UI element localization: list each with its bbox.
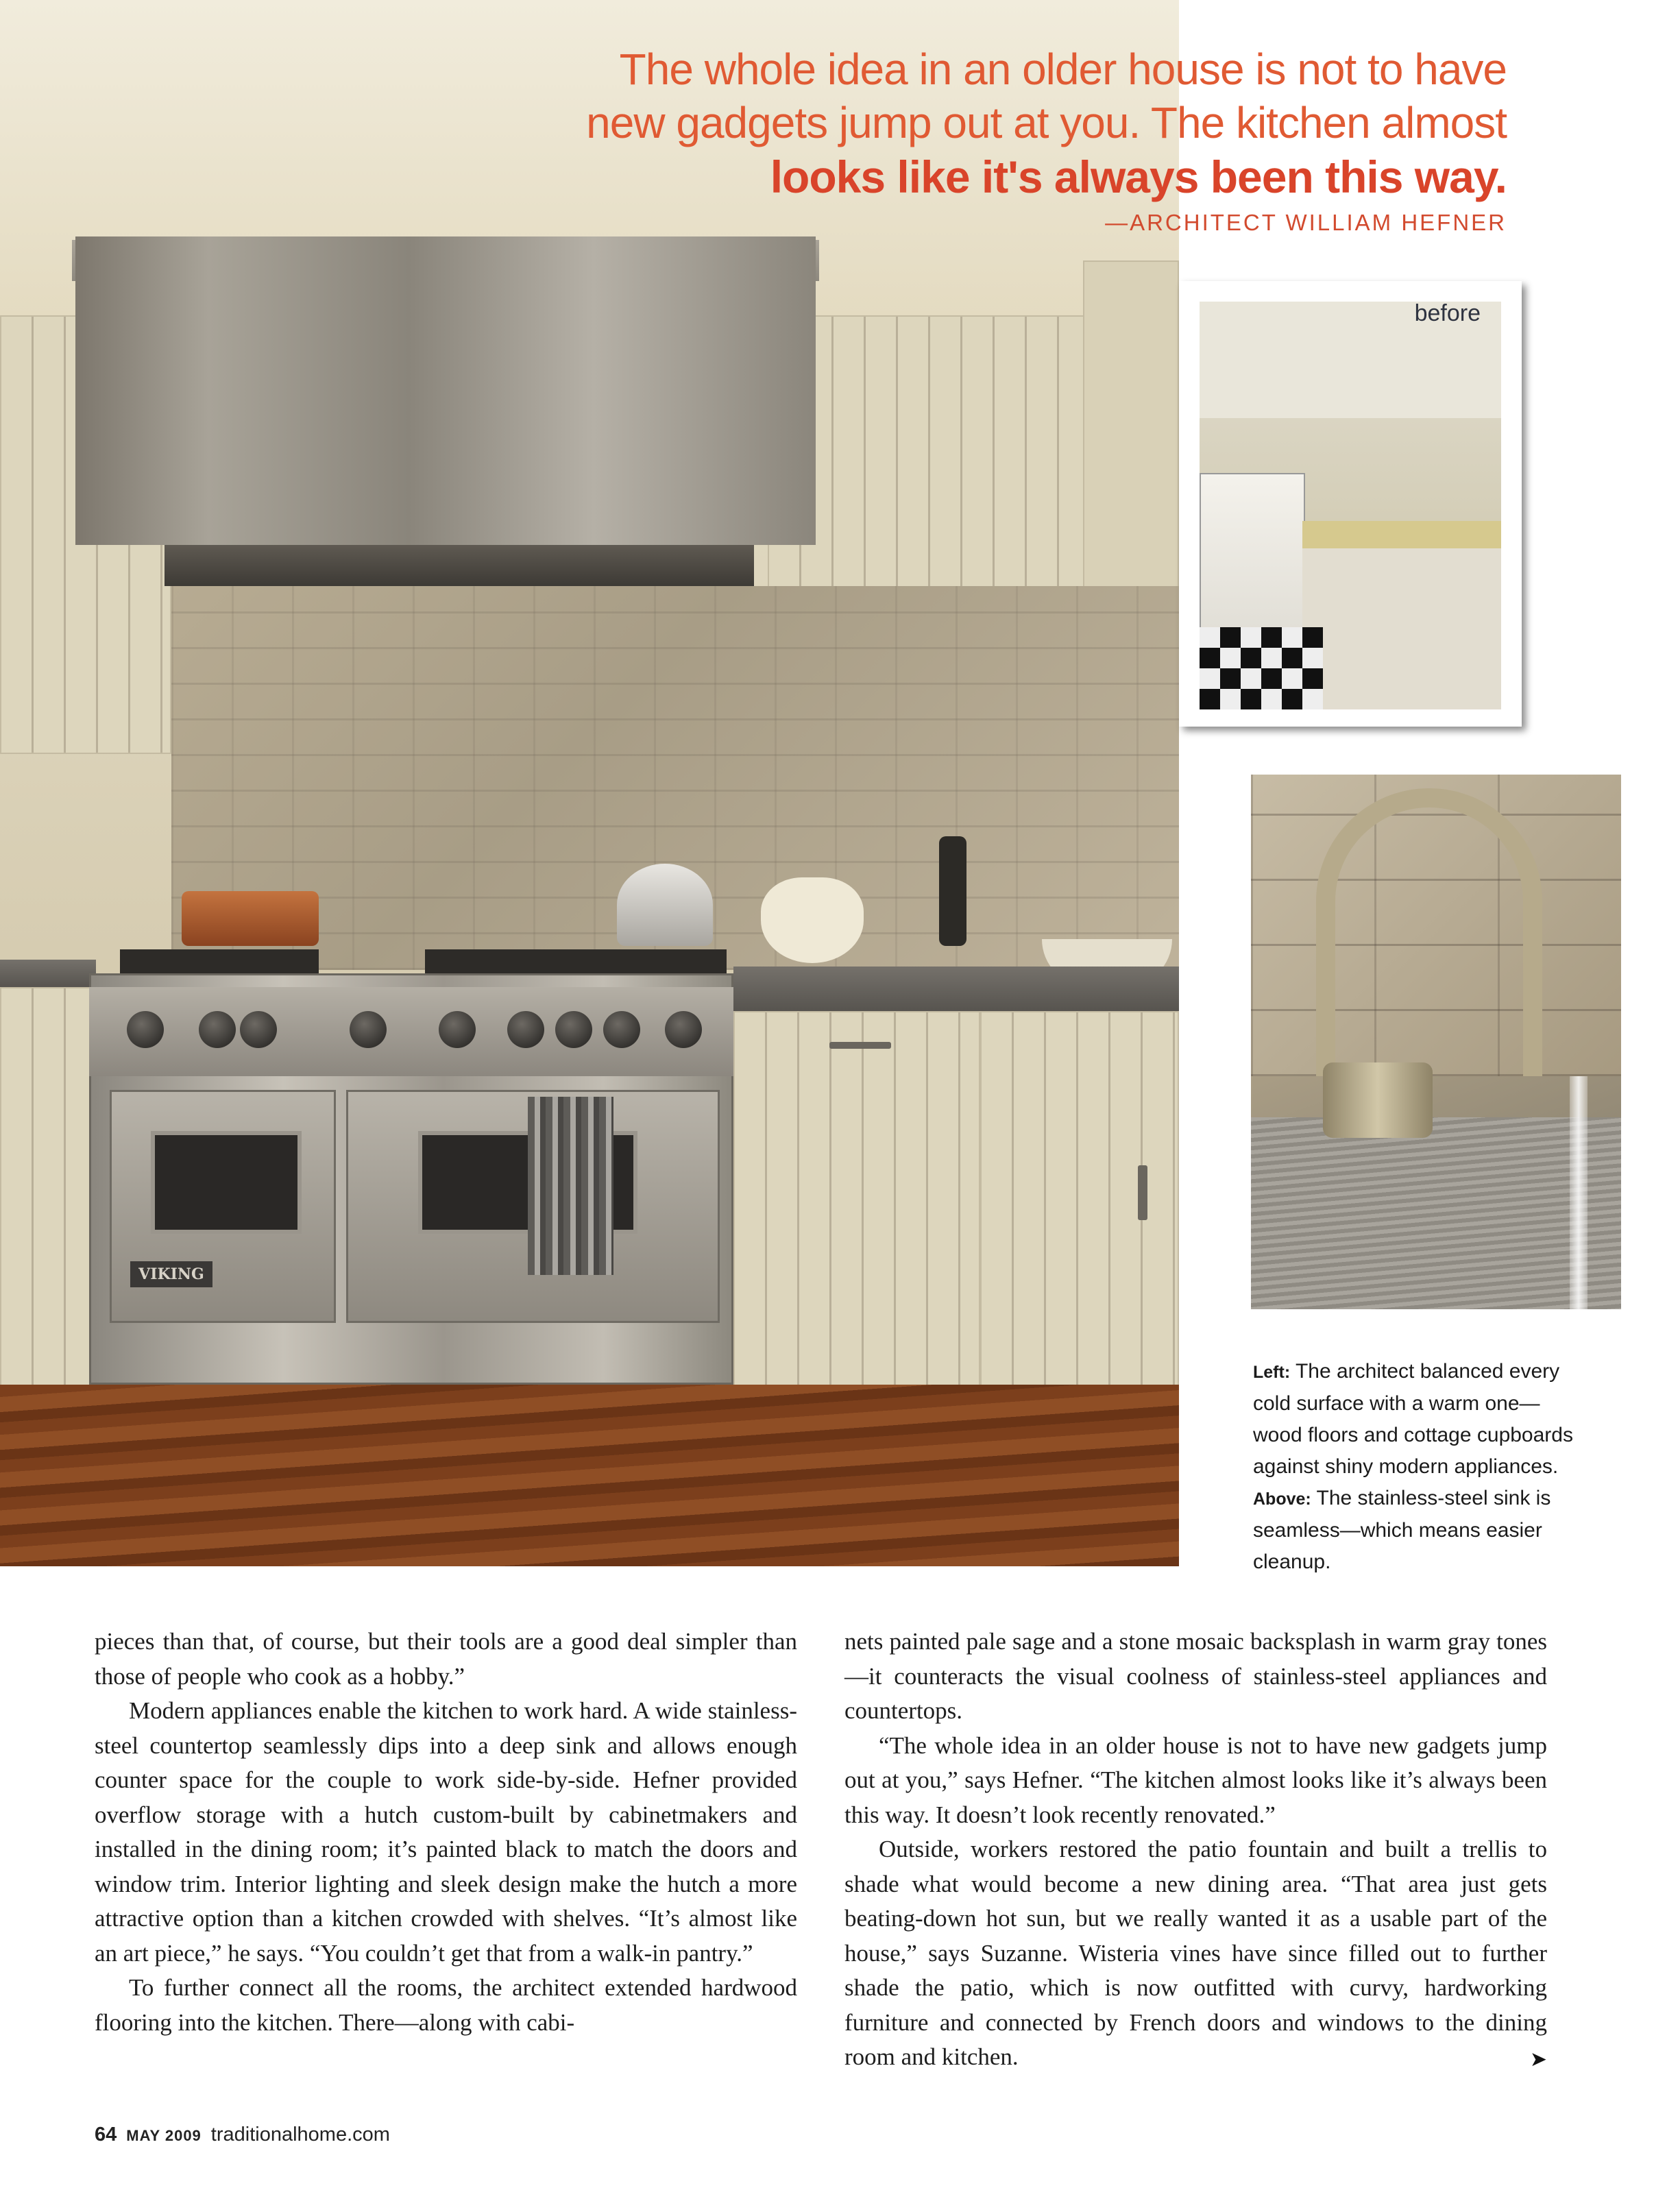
tea-kettle <box>617 864 713 946</box>
before-photo-inset <box>1179 281 1522 727</box>
wine-bottle <box>939 836 966 946</box>
continue-arrow-icon: ➤ <box>1529 2047 1547 2071</box>
drawer-pull <box>829 1042 891 1049</box>
body-column-left <box>95 1625 797 2040</box>
website-url: traditionalhome.com <box>210 2124 390 2146</box>
range-knob <box>603 1011 640 1048</box>
range-knob <box>127 1011 164 1048</box>
before-label: before <box>1414 300 1481 326</box>
running-water <box>1570 1076 1588 1309</box>
caption-above-label: Above: <box>1253 1490 1311 1509</box>
body-paragraph: Modern appliances enable the kitchen to work hard. A wide stainless-steel countertop seamlessly dips into a deep sink and allows enough counter space for the couple to work side-by-side. Hefner provided overflow storage with a hutch custom-built by cabinetmakers and installed in the dining room; it’s painted black to match the doors and window trim. Interior lighting and sleek design make the hutch a more attractive option than a kitchen crowded with shelves. “It’s almost like an art piece,” he says. “You couldn’t get that from a walk-in pantry.” <box>95 1697 797 1967</box>
pull-quote-emphasis: looks like it's always been this way. <box>770 151 1507 202</box>
countertop-left <box>0 960 96 987</box>
hardwood-floor <box>0 1385 1179 1566</box>
range-knob <box>240 1011 277 1048</box>
body-column-right <box>844 1625 1547 2078</box>
stainless-sink <box>1251 1117 1621 1309</box>
page-footer <box>95 2124 390 2146</box>
pull-quote <box>341 42 1507 240</box>
utensil-crock <box>761 877 864 963</box>
copper-pot <box>182 891 319 946</box>
range-knob <box>350 1011 387 1048</box>
faucet-spout <box>1316 788 1542 1076</box>
issue-date: MAY 2009 <box>126 2127 202 2144</box>
body-paragraph <box>844 1832 1547 2075</box>
faucet-handle <box>1323 1062 1433 1138</box>
pull-quote-line-2: new gadgets jump out at you. The kitchen almost <box>586 98 1507 147</box>
page-number: 64 <box>95 2124 117 2146</box>
stainless-range-hood <box>75 236 816 545</box>
before-lower-cabinets <box>1302 548 1501 709</box>
lower-cabinet-corner <box>980 1011 1179 1422</box>
range-hood-lip <box>165 545 754 586</box>
before-countertop <box>1302 521 1501 548</box>
caption-left-text: The architect balanced every cold surface with a warm one—wood floors and cottage cupboards against shiny modern appliances. <box>1253 1360 1573 1478</box>
cabinet-handle <box>1138 1165 1147 1220</box>
range-knob <box>439 1011 476 1048</box>
range-knob <box>199 1011 236 1048</box>
body-paragraph: “The whole idea in an older house is not to have new gadgets jump out at you,” says Hefner. “The kitchen almost looks like it’s always been this way. It doesn’t look recently renovated.” <box>844 1731 1547 1828</box>
lower-cabinet-left <box>0 987 93 1398</box>
body-paragraph: To further connect all the rooms, the architect extended hardwood flooring into the kitchen. There—along with cabi- <box>95 1974 797 2036</box>
range-knob <box>555 1011 592 1048</box>
checkered-floor <box>1200 627 1323 709</box>
countertop-right <box>733 967 1179 1011</box>
before-kitchen-image <box>1200 302 1501 709</box>
caption-left-label: Left: <box>1253 1363 1291 1382</box>
sink-faucet-photo <box>1251 775 1621 1309</box>
range-brand-badge: VIKING <box>130 1261 212 1287</box>
body-paragraph: nets painted pale sage and a stone mosaic backsplash in warm gray tones—it counteracts the visual coolness of stainless-steel appliances and countertops. <box>844 1628 1547 1724</box>
range-knob <box>507 1011 544 1048</box>
pull-quote-attribution: —ARCHITECT WILLIAM HEFNER <box>1105 210 1507 235</box>
photo-caption <box>1253 1356 1589 1578</box>
body-paragraph-text: Outside, workers restored the patio fountain and built a trellis to shade what would become a new dining area. “That area just gets beating-down hot sun, but we really wanted it as a usable part of the house,” says Suzanne. Wisteria vines have since filled out to further shade the patio, which is now outfitted with curvy, hardworking furniture and connected by French doors and windows to the dining room and kitchen. <box>844 1836 1547 2070</box>
pull-quote-line-1: The whole idea in an older house is not to have <box>619 45 1507 94</box>
body-paragraph: pieces than that, of course, but their tools are a good deal simpler than those of people who cook as a hobby.” <box>95 1628 797 1690</box>
caption-above-text: The stainless-steel sink is seamless—which means easier cleanup. <box>1253 1487 1551 1573</box>
lower-cabinet-center <box>733 1011 980 1395</box>
range-knob <box>665 1011 702 1048</box>
dish-towel <box>528 1097 613 1275</box>
oven-window-left <box>151 1131 302 1234</box>
